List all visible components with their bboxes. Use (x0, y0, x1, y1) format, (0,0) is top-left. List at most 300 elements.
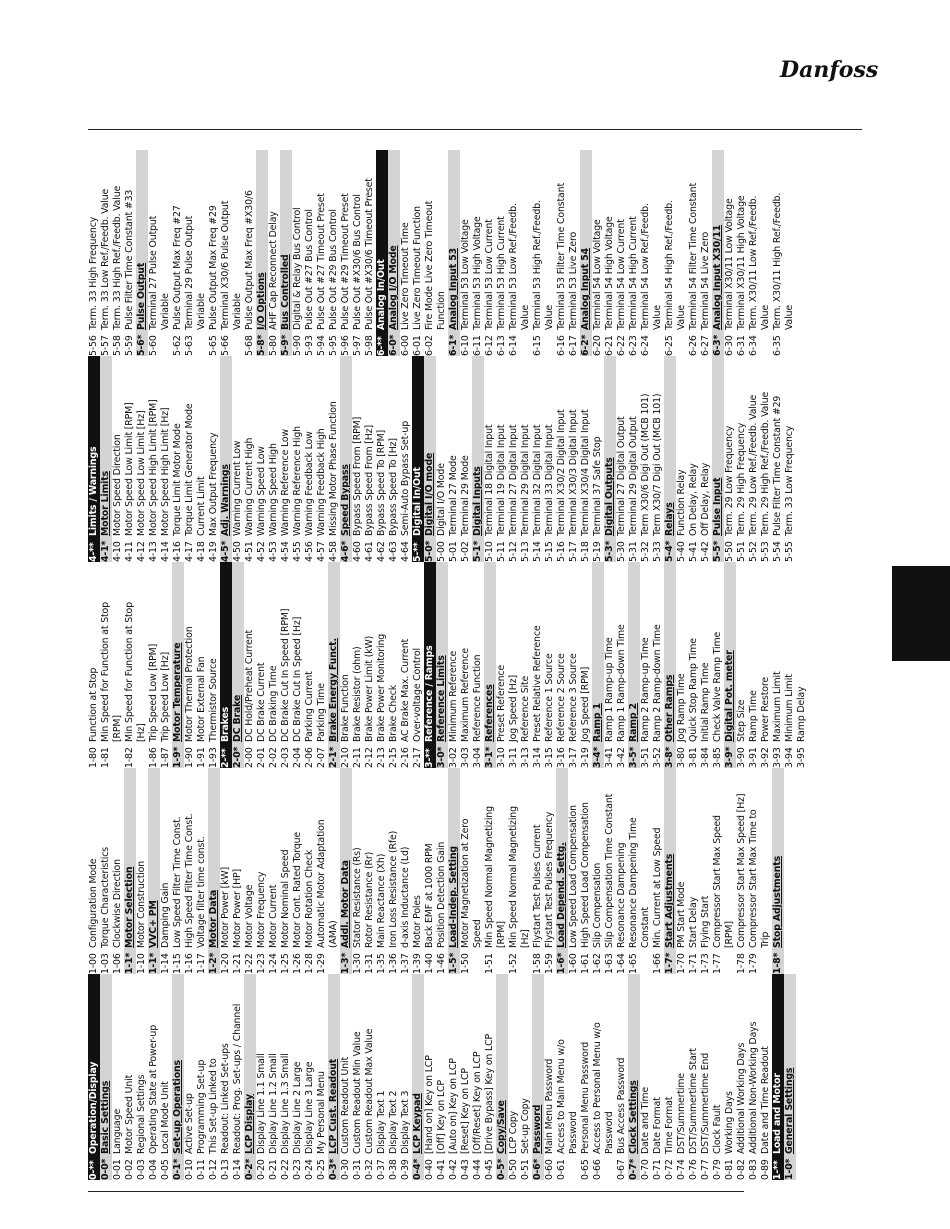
parameter-number: 6-26 (688, 335, 699, 356)
parameter-number: 1-16 (184, 953, 195, 974)
parameter-name: Custom Readout Min Value (352, 1031, 363, 1154)
parameter-row (376, 768, 388, 974)
parameter-name: Programming Set-up (196, 1059, 207, 1154)
parameter-row (472, 150, 484, 356)
parameter-name: [RPM] (724, 921, 735, 948)
parameter-number: 3-42 (616, 747, 627, 768)
parameter-row (712, 768, 724, 974)
parameter-row (388, 356, 400, 562)
parameter-row (676, 768, 688, 974)
parameter-row (88, 768, 100, 974)
parameter-row (376, 562, 388, 768)
parameter-row (784, 562, 796, 768)
parameter-name: Damping Gain (160, 882, 171, 948)
parameter-column-3 (88, 562, 828, 768)
parameter-row (136, 356, 148, 562)
parameter-row (568, 150, 580, 356)
parameter-number: 6-16 (556, 335, 567, 356)
parameter-row (460, 562, 472, 768)
parameter-name: Reference / Ramps (424, 645, 435, 742)
parameter-row (268, 356, 280, 562)
parameter-number: 1-70 (676, 953, 687, 974)
subgroup-header-row (448, 150, 460, 356)
parameter-row (232, 768, 244, 974)
parameter-row (784, 150, 796, 356)
parameter-name: Terminal 33 Digital Input (544, 424, 555, 536)
parameter-name: Bypass Speed From [Hz] (364, 425, 375, 536)
parameter-row (508, 356, 520, 562)
parameter-name: Low Speed Filter Time Const. (172, 816, 183, 948)
parameter-number: 1-24 (268, 953, 279, 974)
parameter-row (220, 150, 232, 356)
parameter-number: 5-58 (112, 335, 123, 356)
parameter-number: 4-17 (184, 541, 195, 562)
parameter-name: [Drive Bypass] Key on LCP (484, 1033, 495, 1154)
parameter-row (124, 562, 136, 768)
parameter-name: Terminal 32 Digital Input (532, 424, 543, 536)
parameter-row (496, 768, 508, 974)
parameter-number: 0-2* (244, 1158, 255, 1180)
parameter-row (604, 768, 616, 974)
parameter-row (316, 562, 328, 768)
parameter-row (748, 562, 760, 768)
parameter-number: 2-03 (280, 747, 291, 768)
parameter-number: 3-15 (544, 747, 555, 768)
parameter-number: 6-23 (628, 335, 639, 356)
parameter-row (184, 562, 196, 768)
parameter-name: Speed Bypass (340, 464, 351, 536)
parameter-name: d-axis Inductance (Ld) (400, 846, 411, 948)
parameter-row (556, 562, 568, 768)
parameter-row (208, 150, 220, 356)
parameter-number: 4-50 (232, 541, 243, 562)
parameter-name: Min Speed Normal Magnetizing (508, 806, 519, 948)
parameter-row (604, 974, 616, 1180)
parameter-name: Min Speed Normal Magnetizing (484, 806, 495, 948)
parameter-name: Terminal X30/11 High Voltage (736, 195, 747, 330)
parameter-row (280, 768, 292, 974)
parameter-number: 5-30 (616, 541, 627, 562)
parameter-name: Motor Speed Low Limit [RPM] (124, 402, 135, 536)
parameter-name: Motor Power [kW] (220, 866, 231, 948)
subgroup-header-row (328, 974, 340, 1180)
parameter-name: I/O Options (256, 272, 267, 330)
parameter-name: [Hand on] Key on LCP (424, 1055, 435, 1154)
parameter-number: 6-10 (460, 335, 471, 356)
parameter-number: 2-10 (340, 747, 351, 768)
parameter-row (724, 356, 736, 562)
parameter-number: 5-12 (508, 541, 519, 562)
parameter-number: 1-61 (580, 953, 591, 974)
parameter-row (484, 768, 496, 974)
parameter-number: 0-38 (388, 1159, 399, 1180)
parameter-number: 1-80 (88, 747, 99, 768)
parameter-name: Terminal 54 Low Voltage (592, 219, 603, 330)
parameter-row (460, 356, 472, 562)
parameter-name: DC Brake (232, 694, 243, 742)
parameter-name: Warning Current High (244, 437, 255, 536)
parameter-name: Readout: Linked Set-ups (220, 1043, 231, 1154)
parameter-row (676, 356, 688, 562)
parameter-name: Step Size (736, 699, 747, 742)
parameter-number: 6-31 (736, 335, 747, 356)
parameter-row (148, 356, 160, 562)
parameter-number: 0-37 (376, 1159, 387, 1180)
parameter-number: 6-30 (724, 335, 735, 356)
parameter-number: 1-2* (208, 952, 219, 974)
parameter-name: Rotor Resistance (Rr) (364, 851, 375, 948)
parameter-number: 0-4* (412, 1158, 423, 1180)
parameter-number: 0-04 (148, 1159, 159, 1180)
subgroup-header-row (280, 150, 292, 356)
parameter-name: Digital I/O Mode (436, 463, 447, 536)
parameter-row (412, 150, 424, 356)
parameter-number: 3-16 (556, 747, 567, 768)
parameter-name: Thermistor Source (208, 658, 219, 742)
subgroup-header-row (220, 356, 232, 562)
parameter-number: 3-84 (700, 747, 711, 768)
parameter-row (112, 356, 124, 562)
parameter-name: Local Mode Unit (160, 1081, 171, 1154)
subgroup-header-row (100, 356, 112, 562)
parameter-number: 5-51 (736, 541, 747, 562)
subgroup-header-row (388, 150, 400, 356)
parameter-row (580, 562, 592, 768)
parameter-number (544, 330, 556, 356)
parameter-name: VVC+ PM (148, 900, 159, 948)
parameter-number: 6-20 (592, 335, 603, 356)
parameter-number: 1-40 (424, 953, 435, 974)
parameter-name: Password (532, 1104, 543, 1154)
parameter-number: 1-26 (292, 953, 303, 974)
parameter-number: 1-21 (232, 953, 243, 974)
parameter-row (184, 974, 196, 1180)
parameter-row (496, 562, 508, 768)
parameter-row (208, 356, 220, 562)
parameter-name: Date and Time (640, 1087, 651, 1154)
parameter-row (232, 974, 244, 1180)
parameter-name: Personal Menu Password (580, 1041, 591, 1154)
parameter-name: Variable (232, 293, 243, 330)
parameter-name: References (484, 684, 495, 742)
parameter-name: Motor Speed Low Limit [Hz] (136, 410, 147, 536)
parameter-name: Clockwise Direction (112, 859, 123, 948)
parameter-name: Over-voltage Control (412, 648, 423, 742)
parameter-row (316, 974, 328, 1180)
parameter-number: 5-41 (688, 541, 699, 562)
parameter-number: 5-40 (676, 541, 687, 562)
parameter-row (628, 768, 640, 974)
parameter-name: Warning Feedback Low (304, 431, 315, 536)
subgroup-header-row (664, 356, 676, 562)
parameter-number: 6-00 (400, 335, 411, 356)
parameter-row (88, 562, 100, 768)
parameter-name: Pulse Out #29 Bus Control (328, 209, 339, 330)
parameter-row (772, 562, 784, 768)
parameter-name: Trip Speed Low [Hz] (160, 652, 171, 742)
parameter-number: 0-43 (460, 1159, 471, 1180)
parameter-name: Terminal 54 Live Zero (700, 231, 711, 330)
parameter-row (472, 768, 484, 974)
parameter-number: 5-31 (628, 541, 639, 562)
parameter-name: Warning Speed Low (256, 446, 267, 536)
parameter-row (640, 562, 652, 768)
parameter-row (616, 768, 628, 974)
parameter-name: Function Relay (676, 469, 687, 536)
parameter-name: DC Hold/Preheat Current (244, 629, 255, 742)
parameter-number: 3-02 (448, 747, 459, 768)
parameter-number: 0-21 (268, 1159, 279, 1180)
parameter-name: Brakes (220, 706, 231, 742)
parameter-name: Pulse Output Max Freq #X30/6 (244, 190, 255, 330)
parameter-number: 1-06 (112, 953, 123, 974)
parameter-name: Resonance Dampening Time (628, 817, 639, 948)
parameter-row (724, 150, 736, 356)
parameter-row (88, 150, 100, 356)
parameter-row (508, 562, 520, 768)
parameter-name: Bypass Speed To [RPM] (376, 429, 387, 536)
parameter-name: Motor Frequency (256, 871, 267, 948)
parameter-name: Bus Access Password (616, 1057, 627, 1154)
parameter-number: 5-97 (352, 335, 363, 356)
parameter-name: Ramp Delay (796, 686, 807, 742)
parameter-name: Pulse Out #29 Timeout Preset (340, 193, 351, 330)
parameter-name: Motor Limits (100, 470, 111, 536)
parameter-name: Brake Resistor (ohm) (352, 646, 363, 742)
parameter-number: 0-41 (436, 1159, 447, 1180)
parameter-number: 0-25 (316, 1159, 327, 1180)
parameter-name: Live Zero Timeout Time (400, 222, 411, 330)
parameter-row (400, 562, 412, 768)
parameter-row (592, 974, 604, 1180)
parameter-name: Current Limit (196, 476, 207, 536)
parameter-name: Torque Limit Generator Mode (184, 403, 195, 536)
parameter-number: 4-63 (388, 541, 399, 562)
parameter-name: On Delay, Relay (688, 463, 699, 536)
parameter-row (292, 974, 304, 1180)
parameter-row (580, 768, 592, 974)
parameter-number: 4-19 (208, 541, 219, 562)
parameter-row (652, 150, 664, 356)
parameter-number: 0-14 (232, 1159, 243, 1180)
parameter-name: Trip (760, 931, 771, 948)
parameter-number: 1-46 (436, 953, 447, 974)
parameter-number: 1-** (772, 1160, 783, 1180)
parameter-name: Min Speed for Function at Stop (100, 602, 111, 742)
parameter-name: Pulse Out #X30/6 Bus Control (352, 194, 363, 330)
parameter-row (412, 562, 424, 768)
header-divider (88, 129, 862, 130)
parameter-number: 1-63 (604, 953, 615, 974)
parameter-row (256, 356, 268, 562)
subgroup-header-row (124, 768, 136, 974)
parameter-row (328, 356, 340, 562)
parameter-name: High Speed Filter Time Const. (184, 813, 195, 948)
parameter-row (652, 356, 664, 562)
parameter-name: Parking Current (304, 671, 315, 742)
parameter-number: 5-10 (484, 541, 495, 562)
parameter-row (292, 150, 304, 356)
subgroup-header-row (784, 974, 796, 1180)
chapter-tab-marker (892, 566, 950, 661)
parameter-name: Warning Reference Low (280, 428, 291, 536)
parameter-row (484, 974, 496, 1180)
parameter-row (160, 150, 172, 356)
parameter-row (688, 356, 700, 562)
parameter-name: Digital Outputs (604, 457, 615, 536)
parameter-number: 6-0* (388, 334, 399, 356)
parameter-name: Initial Ramp Time (700, 662, 711, 742)
parameter-number: 0-74 (676, 1159, 687, 1180)
parameter-name: Value (784, 305, 795, 330)
parameter-row (712, 974, 724, 1180)
parameter-name: Other Ramps (664, 674, 675, 742)
subgroup-header-row (496, 974, 508, 1180)
parameter-name: Set-up Copy (520, 1098, 531, 1154)
parameter-number: 1-10 (136, 953, 147, 974)
parameter-number: 1-25 (280, 953, 291, 974)
parameter-name: Motor Speed High Limit [RPM] (148, 399, 159, 536)
parameter-number: 6-1* (448, 334, 459, 356)
parameter-number: 0-40 (424, 1159, 435, 1180)
parameter-number: 1-03 (100, 953, 111, 974)
parameter-number: 0-82 (736, 1159, 747, 1180)
parameter-name: DC Brake Cut In Speed [Hz] (292, 616, 303, 742)
parameter-number: 0-0* (100, 1158, 111, 1180)
parameter-number: 0-79 (712, 1159, 723, 1180)
parameter-name: Reference Limits (436, 655, 447, 742)
group-header-row (376, 150, 388, 356)
parameter-name: Ramp 1 (592, 703, 603, 742)
parameter-number: 5-42 (700, 541, 711, 562)
subgroup-header-row (172, 974, 184, 1180)
parameter-name: LCP Cust. Readout (328, 1058, 339, 1154)
parameter-name: Max Output Frequency (208, 432, 219, 536)
parameter-number: 1-50 (460, 953, 471, 974)
parameter-name: Automatic Motor Adaptation (316, 819, 327, 948)
parameter-number: 0-66 (592, 1159, 603, 1180)
parameter-row (268, 974, 280, 1180)
parameter-number: 1-65 (628, 953, 639, 974)
parameter-name: Slip Compensation Time Constant (604, 793, 615, 948)
parameter-name: Brake Energy Funct. (328, 638, 339, 742)
parameter-name: Display Text 2 (388, 1090, 399, 1154)
parameter-number: 3-85 (712, 747, 723, 768)
parameter-number: 1-58 (532, 953, 543, 974)
parameter-name: Flystart Test Pulses Frequency (544, 811, 555, 948)
parameter-name: Motor Temperature (172, 642, 183, 742)
parameter-row (124, 150, 136, 356)
parameter-name: Value (544, 305, 555, 330)
parameter-row (652, 974, 664, 1180)
parameter-number: 1-81 (100, 747, 111, 768)
parameter-name: Operating State at Power-up (148, 1024, 159, 1154)
parameter-number: 4-61 (364, 541, 375, 562)
parameter-number: 1-23 (256, 953, 267, 974)
parameter-name: Motor External Fan (196, 656, 207, 742)
parameter-name: DC Brake Current (256, 662, 267, 742)
parameter-row (148, 562, 160, 768)
parameter-number: 5-18 (580, 541, 591, 562)
parameter-name: Compressor Start Max Speed (712, 815, 723, 948)
parameter-number: 3-5* (628, 746, 639, 768)
parameter-row (196, 974, 208, 1180)
group-header-row (88, 356, 100, 562)
parameter-name: Main Menu Password (544, 1058, 555, 1154)
parameter-number: 1-82 (124, 747, 135, 768)
parameter-number: 0-** (88, 1160, 99, 1180)
parameter-number: 3-1* (484, 746, 495, 768)
parameter-number: 6-34 (748, 335, 759, 356)
parameter-name: Reference 3 Source (568, 653, 579, 742)
parameter-number: 6-11 (472, 335, 483, 356)
parameter-row (196, 768, 208, 974)
parameter-number: 1-8* (772, 952, 783, 974)
parameter-row (388, 562, 400, 768)
parameter-number: 5-65 (208, 335, 219, 356)
parameter-row (736, 974, 748, 1180)
parameter-name: Min. Current at Low Speed (652, 827, 663, 948)
parameter-row (232, 150, 244, 356)
parameter-row (652, 562, 664, 768)
parameter-name: Digital & Relay Bus Control (292, 207, 303, 330)
parameter-number: 5-80 (268, 335, 279, 356)
parameter-number: 0-11 (196, 1159, 207, 1180)
parameter-number: 1-3* (340, 952, 351, 974)
parameter-number: 6-14 (508, 335, 519, 356)
parameter-name: Preset Reference (496, 664, 507, 742)
parameter-name: Check Valve Ramp Time (712, 631, 723, 742)
parameter-row (724, 974, 736, 1180)
parameter-name: Display Text 1 (376, 1090, 387, 1154)
parameter-number: 1-77 (712, 953, 723, 974)
parameter-row (184, 356, 196, 562)
parameter-name: Terminal 27 Pulse Output (148, 215, 159, 330)
parameter-name: LCP Display (244, 1094, 255, 1154)
subgroup-header-row (712, 356, 724, 562)
parameter-row (304, 356, 316, 562)
parameter-number: 1-6* (556, 952, 567, 974)
parameter-number: 2-00 (244, 747, 255, 768)
parameter-name: Brake Power Limit (kW) (364, 635, 375, 742)
parameter-number: 3-13 (520, 747, 531, 768)
subgroup-header-row (484, 562, 496, 768)
parameter-number: 1-28 (304, 953, 315, 974)
parameter-name: Terminal X30/11 Low Voltage (724, 198, 735, 330)
parameter-row (628, 150, 640, 356)
parameter-name: [Off] Key on LCP (436, 1080, 447, 1154)
parameter-column-1 (88, 974, 828, 1180)
parameter-number: 3-92 (760, 747, 771, 768)
parameter-row (604, 562, 616, 768)
parameter-number: 6-25 (664, 335, 675, 356)
parameter-row (436, 150, 448, 356)
parameter-number: 6-02 (424, 335, 435, 356)
subgroup-header-row (628, 562, 640, 768)
parameter-row (352, 356, 364, 562)
parameter-name: Term. 29 Low Frequency (724, 425, 735, 536)
parameter-number: 2-11 (352, 747, 363, 768)
parameter-name: Clock Settings (628, 1080, 639, 1154)
parameter-name: Addl. Motor Data (340, 860, 351, 948)
parameter-name: Terminal X30/6 Pulse Output (220, 200, 231, 330)
parameter-name: Term. X30/11 Low Ref./Feedb. (748, 195, 759, 330)
parameter-row (256, 768, 268, 974)
parameter-row (424, 150, 436, 356)
parameter-number (568, 1154, 580, 1180)
parameter-name: Parking Time (316, 683, 327, 742)
parameter-number (520, 330, 532, 356)
